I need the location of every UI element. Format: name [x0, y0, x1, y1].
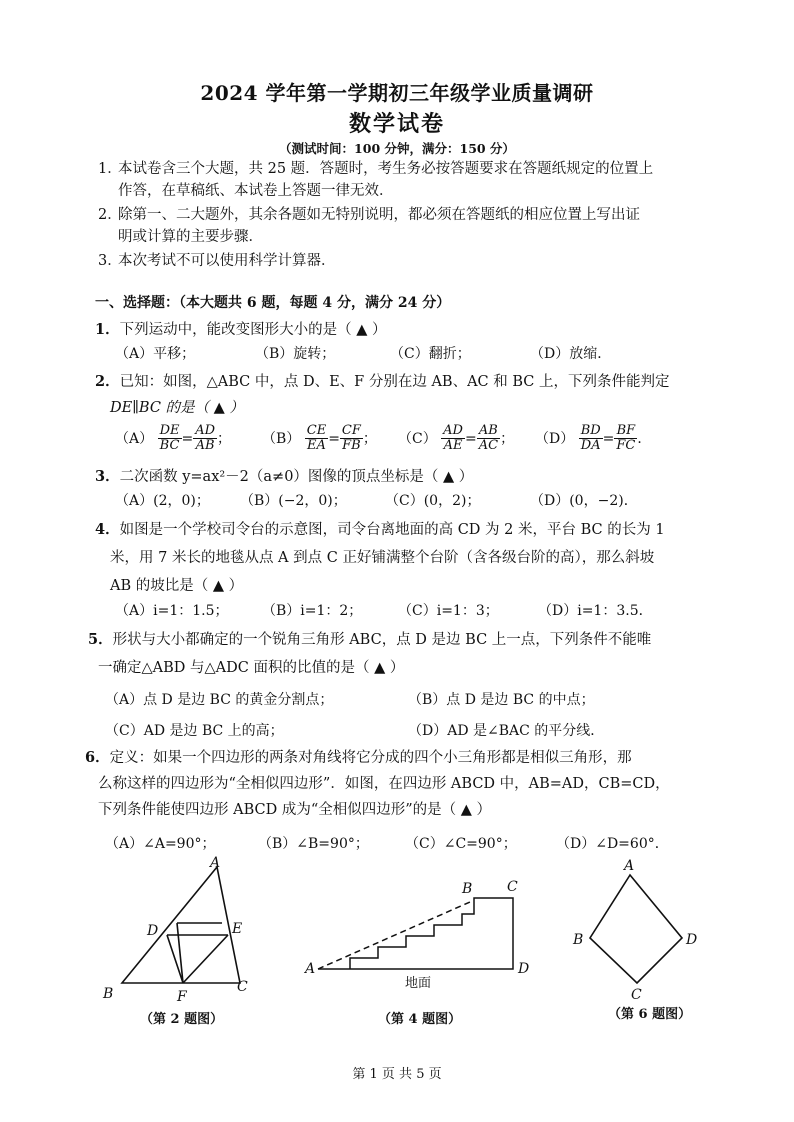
q2-number: 2．	[95, 373, 120, 390]
fraction-numerator: CE	[306, 423, 327, 438]
fraction-denominator: AB	[195, 438, 215, 454]
fig2-label-d: D	[147, 923, 159, 939]
q1-stem	[95, 318, 386, 339]
q4-stem	[95, 518, 665, 539]
q2-option-c-label: （C）	[398, 430, 437, 447]
q2-option-b-frac-right	[340, 424, 363, 454]
instruction-1-line1: 本试卷含三个大题，共 25 题．答题时，考生务必按答题要求在答题纸规定的位置上	[118, 161, 654, 177]
fraction-denominator: DA	[580, 438, 601, 454]
figure-2-triangle	[95, 855, 265, 1015]
fraction-denominator: AE	[443, 438, 463, 454]
q1-option-b: （B）旋转；	[255, 346, 336, 362]
fraction-numerator: BD	[580, 423, 601, 438]
q5-stem	[88, 628, 651, 649]
fig2-label-b: B	[103, 986, 114, 1002]
exam-meta: （测试时间：100 分钟，满分：150 分）	[279, 141, 515, 156]
stairs-outline	[318, 898, 513, 969]
q3-text: 二次函数 y=ax²－2（a≠0）图像的顶点坐标是（ ▲ ）	[119, 469, 474, 485]
figure-4-caption: （第 4 题图）	[378, 1012, 462, 1027]
q2-stem	[95, 370, 669, 391]
fraction-denominator: BC	[159, 438, 180, 454]
q2-option-c-frac-right	[477, 424, 500, 454]
q2-option-d-frac-right	[614, 424, 637, 454]
q4-number: 4．	[95, 521, 120, 538]
q6-option-a: （A）∠A=90°；	[105, 836, 216, 852]
figure-4-stairs	[300, 872, 545, 997]
figure-2-caption: （第 2 题图）	[140, 1012, 224, 1027]
q1-option-d: （D）放缩．	[530, 346, 612, 362]
quadrilateral-abcd	[590, 875, 682, 983]
fig2-label-a: A	[210, 855, 221, 871]
fraction-denominator: FC	[616, 438, 636, 454]
fig6-label-a: A	[624, 858, 635, 874]
fig4-label-a: A	[305, 961, 316, 977]
q5-option-b: （B）点 D 是边 BC 的中点；	[408, 692, 595, 708]
q2-option-a-end: ；	[217, 430, 232, 447]
fig4-label-d: D	[518, 961, 530, 977]
instruction-3-num: 3．	[98, 253, 122, 269]
instruction-1-num: 1．	[98, 161, 122, 177]
q2-option-d-frac-left	[579, 424, 603, 454]
q4-option-a: （A）i=1：1.5；	[115, 603, 229, 619]
q2-option-d-label: （D）	[535, 430, 575, 447]
q4-text-2: 米，用 7 米长的地毯从点 A 到点 C 正好铺满整个台阶（含各级台阶的高），那么斜坡	[110, 550, 655, 566]
q2-option-b: （B） $\frac{CE}{EA}$ = $\frac{CF}{FB}$ ；	[262, 423, 377, 454]
segment-ef	[183, 935, 228, 983]
figure-6-caption: （第 6 题图）	[608, 1007, 692, 1022]
q5-option-d: （D）AD 是∠BAC 的平分线．	[408, 723, 605, 739]
q6-option-d: （D）∠D=60°．	[556, 836, 669, 852]
fraction-denominator: EA	[307, 438, 326, 454]
instruction-2-line2: 明或计算的主要步骤．	[118, 229, 263, 245]
q2-option-c-frac-left	[441, 424, 465, 454]
q6-option-b: （B）∠B=90°；	[258, 836, 369, 852]
q5-text-2: 一确定△ABD 与△ADC 面积的比值的是（ ▲ ）	[98, 660, 405, 676]
fig2-label-c: C	[237, 979, 248, 995]
q2-text-1: 已知：如图，△ABC 中，点 D、E、F 分别在边 AB、AC 和 BC 上，下列条件能判定	[119, 374, 670, 390]
page-footer: 第 1 页 共 5 页	[352, 1067, 442, 1082]
fig4-ground-label: 地面	[405, 976, 432, 991]
q6-number: 6．	[85, 749, 110, 766]
fig6-label-d: D	[686, 932, 698, 948]
q5-number: 5．	[88, 631, 113, 648]
q6-text-2: 么称这样的四边形为“全相似四边形”．如图，在四边形 ABCD 中，AB=AD，CB=CD，	[98, 776, 670, 792]
fig4-label-c: C	[507, 879, 518, 895]
q1-option-c: （C）翻折；	[390, 346, 471, 362]
figure-6-kite	[565, 855, 710, 1005]
q5-option-c: （C）AD 是边 BC 上的高；	[105, 723, 284, 739]
q1-option-a: （A）平移；	[115, 346, 196, 362]
exam-subtitle: 数学试卷	[348, 111, 445, 137]
q4-option-b: （B）i=1：2；	[262, 603, 363, 619]
q3-option-b: （B）(−2，0)；	[240, 493, 347, 509]
q6-text-3: 下列条件能使四边形 ABCD 成为“全相似四边形”的是（ ▲ ）	[98, 802, 492, 818]
q2-option-a-frac-left	[158, 424, 182, 454]
fig4-label-b: B	[462, 881, 473, 897]
q2-option-b-end: ；	[362, 430, 377, 447]
q2-text-2: DE∥BC 的是（ ▲ ）	[110, 400, 244, 416]
q2-option-d-end: ．	[637, 430, 652, 447]
instruction-2-num: 2．	[98, 207, 122, 223]
fraction-denominator: AC	[478, 438, 499, 454]
q2-option-a-label: （A）	[115, 430, 154, 447]
q2-option-c: （C） $\frac{AD}{AE}$ = $\frac{AB}{AC}$ ；	[398, 423, 515, 454]
fig6-label-b: B	[573, 932, 584, 948]
exam-title: 2024 学年第一学期初三年级学业质量调研	[200, 81, 594, 105]
q2-option-b-label: （B）	[262, 430, 301, 447]
q6-stem	[85, 746, 632, 767]
q3-stem	[95, 465, 473, 486]
section-1-heading: 一、选择题：（本大题共 6 题，每题 4 分，满分 24 分）	[95, 295, 451, 311]
q2-option-c-end: ；	[500, 430, 515, 447]
q6-text-1: 定义：如果一个四边形的两条对角线将它分成的四个小三角形都是相似三角形，那	[109, 750, 632, 766]
q4-text-3: AB 的坡比是（ ▲ ）	[110, 578, 244, 594]
fig6-label-c: C	[631, 987, 642, 1003]
fraction-numerator: DE	[159, 423, 180, 438]
q6-option-c: （C）∠C=90°；	[405, 836, 517, 852]
q2-option-a: （A） $\frac{DE}{BC}$ = $\frac{AD}{AB}$ ；	[115, 423, 232, 454]
fraction-numerator: AB	[477, 424, 500, 439]
instruction-2-line1: 除第一、二大题外，其余各题如无特别说明，都必须在答题纸的相应位置上写出证	[118, 207, 640, 223]
fraction-numerator: BF	[614, 424, 637, 439]
q4-option-d: （D）i=1：3.5．	[538, 603, 653, 619]
fraction-numerator: AD	[195, 423, 216, 438]
q3-number: 3．	[95, 468, 120, 485]
q2-option-d: （D） $\frac{BD}{DA}$ = $\frac{BF}{FC}$ ．	[535, 423, 652, 454]
slope-ab-dashed	[318, 902, 470, 969]
fraction-numerator: AD	[443, 423, 463, 438]
fraction-numerator: CF	[341, 423, 361, 438]
instruction-3-line1: 本次考试不可以使用科学计算器．	[118, 253, 336, 269]
q3-option-a: （A）(2，0)；	[115, 493, 210, 509]
q2-option-b-frac-left	[305, 424, 328, 454]
fig2-label-e: E	[232, 921, 243, 937]
fraction-denominator: FB	[342, 438, 361, 454]
q5-text-1: 形状与大小都确定的一个锐角三角形 ABC，点 D 是边 BC 上一点，下列条件不能唯	[112, 632, 652, 648]
q5-option-a: （A）点 D 是边 BC 的黄金分割点；	[105, 692, 334, 708]
q1-number: 1．	[95, 321, 120, 338]
q3-option-d: （D）(0，−2)．	[530, 493, 638, 509]
q1-text: 下列运动中，能改变图形大小的是（ ▲ ）	[119, 322, 387, 338]
q4-option-c: （C）i=1：3；	[398, 603, 499, 619]
q2-option-a-frac-right	[193, 424, 217, 454]
fig2-label-f: F	[177, 989, 187, 1005]
q3-option-c: （C）(0，2)；	[385, 493, 481, 509]
q4-text-1: 如图是一个学校司令台的示意图，司令台离地面的高 CD 为 2 米，平台 BC 的长为 1	[119, 522, 665, 538]
instruction-1-line2: 作答，在草稿纸、本试卷上答题一律无效．	[118, 183, 394, 199]
